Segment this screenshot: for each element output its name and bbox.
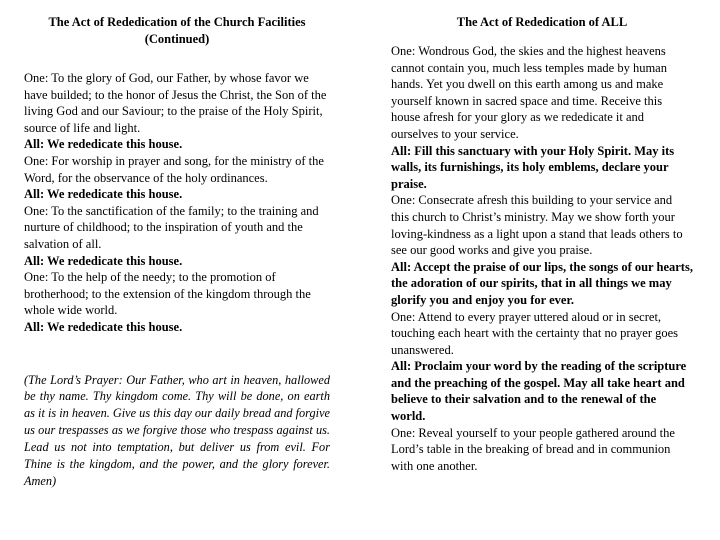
one-line: One: To the help of the needy; to the promotion of brotherhood; to the extension of the kingdom through the whole wide world. (24, 270, 311, 318)
one-line: One: For worship in prayer and song, for the ministry of the Word, for the observance of the holy ordinances. (24, 153, 324, 185)
one-line: One: Reveal yourself to your people gathered around the Lord’s table in the breaking of bread and in communion with one another. (391, 425, 675, 473)
right-title: The Act of Rededication of ALL (456, 15, 628, 29)
right-column (391, 0, 693, 474)
left-title: The Act of Rededication of the Church Facilities (Continued) (48, 15, 306, 46)
all-response: All: Fill this sanctuary with your Holy Spirit. May its walls, its furnishings, its holy emblems, declare your praise. (391, 143, 675, 191)
all-response: All: We rededicate this house. (24, 137, 183, 152)
one-line: One: To the glory of God, our Father, by whose favor we have builded; to the honor of Jesus the Christ, the Son of the living God and our Saviour; to the praise of the Holy Spirit, source of life and light. (24, 71, 327, 135)
all-response: All: We rededicate this house. (24, 187, 183, 202)
left-litany (24, 70, 330, 336)
all-response: All: We rededicate this house. (24, 253, 183, 268)
all-response: All: We rededicate this house. (24, 319, 183, 334)
one-line: One: Attend to every prayer uttered aloud or in secret, touching each heart with the certainty that no prayer goes unanswered. (391, 309, 679, 357)
left-column (24, 0, 330, 490)
all-response: All: Accept the praise of our lips, the songs of our hearts, the adoration of our spirits, that in all things we may glorify you and enjoy you for ever. (391, 259, 693, 307)
one-line: One: To the sanctification of the family; to the training and nurture of childhood; to the inspiration of youth and the salvation of all. (24, 203, 319, 251)
right-litany (391, 43, 693, 474)
one-line: One: Wondrous God, the skies and the highest heavens cannot contain you, much less temples made by human hands. Yet you dwell on this earth among us and make yourself known in sacred space and time. Receive this house afresh for your glory as we rededicate it and ourselves to your service. (391, 44, 667, 141)
all-response: All: Proclaim your word by the reading of the scripture and the preaching of the gospel. May all take heart and believe to their salvation and to the renewal of the world. (391, 359, 687, 424)
one-line: One: Consecrate afresh this building to your service and this church to Christ’s ministry. May we show forth your loving-kindness as a light upon a stand that leads others to see our good works and give you praise. (391, 193, 683, 258)
lords-prayer: (The Lord’s Prayer: Our Father, who art in heaven, hallowed be thy name. Thy kingdom come. Thy will be done, on earth as it is in heaven. Give us this day our daily bread and forgive us our trespasses as we forgive those who trespass against us. Lead us not into temptation, but deliver us from evil. For Thine is the kingdom, and the power, and the glory forever. Amen) (24, 372, 330, 488)
